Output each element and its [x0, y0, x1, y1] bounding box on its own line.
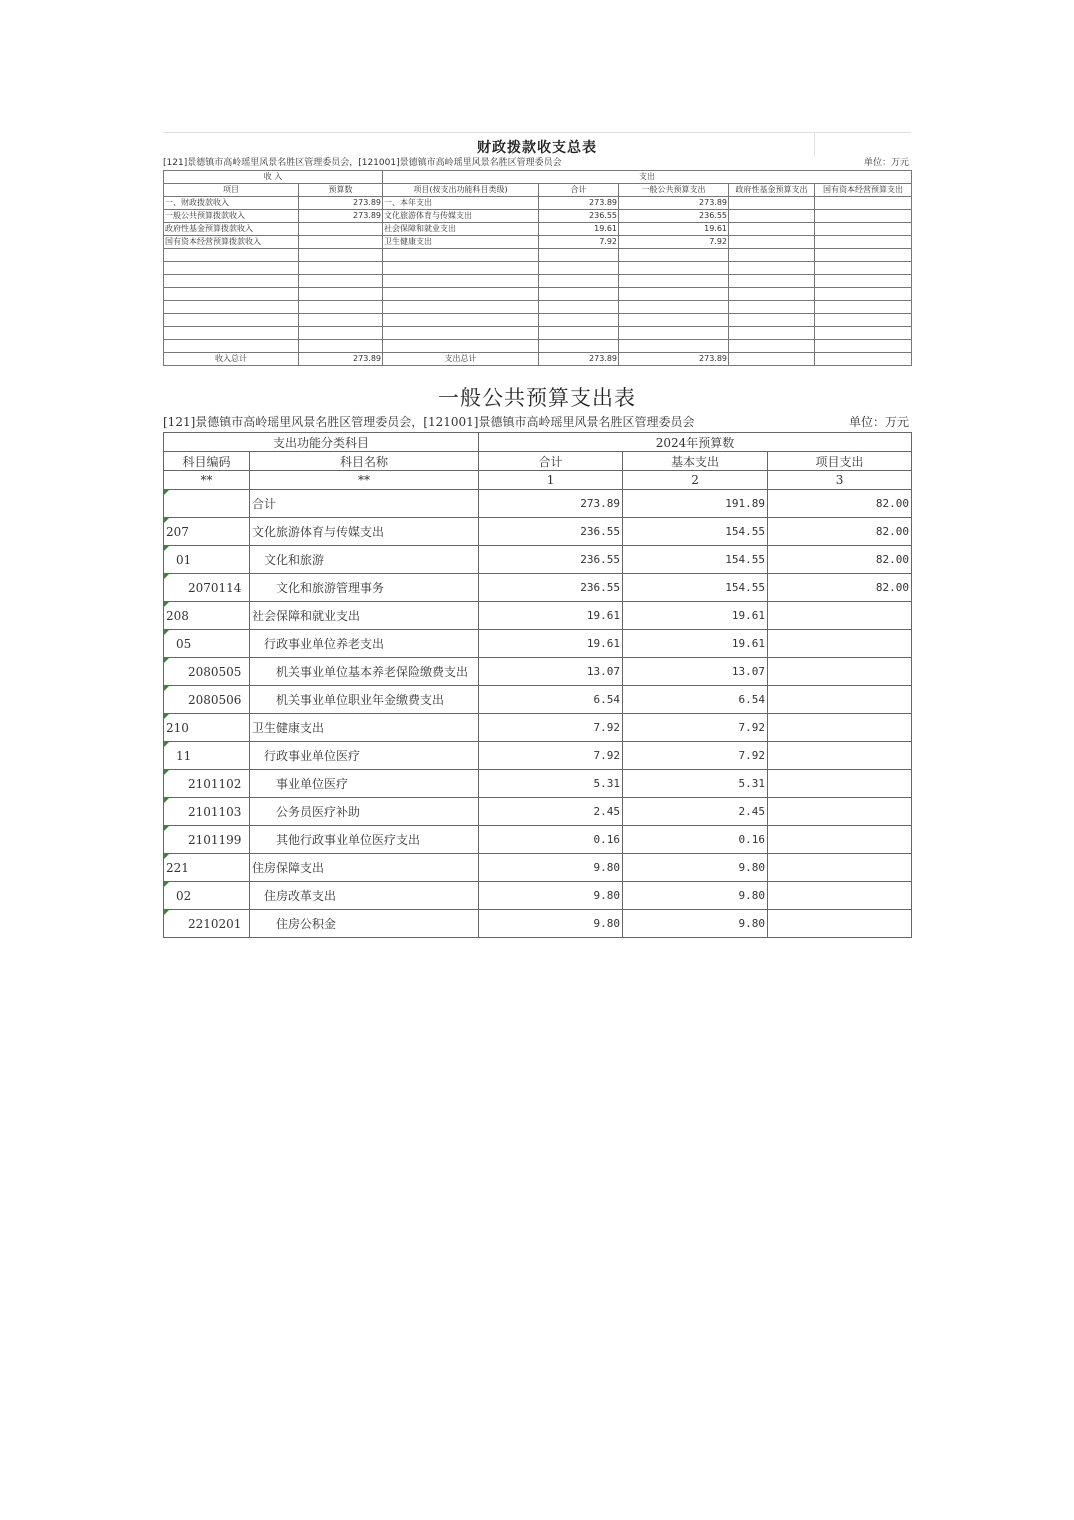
expense-item-total-cell: 支出总计: [383, 353, 539, 366]
income-item-cell: [164, 340, 299, 353]
project-expense-cell: [768, 686, 912, 714]
total-cell: 236.55: [479, 518, 623, 546]
income-budget-cell: [299, 223, 383, 236]
expense-total-cell: [539, 288, 619, 301]
income-budget-cell: [299, 301, 383, 314]
subject-name-cell: 行政事业单位养老支出: [250, 630, 479, 658]
subject-name-cell: 文化旅游体育与传媒支出: [250, 518, 479, 546]
total-cell: 19.61: [479, 602, 623, 630]
income-item-cell: [164, 301, 299, 314]
state-capital-cell: [815, 210, 912, 223]
gov-fund-cell: [729, 197, 815, 210]
expense-item-cell: [383, 340, 539, 353]
subject-code-cell: 2101199: [164, 826, 250, 854]
table-row: [164, 210, 912, 223]
table-row: [164, 546, 912, 574]
income-item-cell: [164, 314, 299, 327]
general-budget-cell: 236.55: [619, 210, 729, 223]
col-header-basic: 基本支出: [623, 452, 768, 471]
subject-name-cell: 住房保障支出: [250, 854, 479, 882]
group-header-budget-year: 2024年预算数: [479, 433, 912, 452]
table-row: [164, 798, 912, 826]
subject-code-cell: 05: [164, 630, 250, 658]
table-row: [164, 574, 912, 602]
subject-name-cell: 社会保障和就业支出: [250, 602, 479, 630]
subject-code-cell: 210: [164, 714, 250, 742]
subject-code-cell: 2101103: [164, 798, 250, 826]
expense-item-cell: 社会保障和就业支出: [383, 223, 539, 236]
expense-item-cell: [383, 249, 539, 262]
basic-expense-cell: 9.80: [623, 910, 768, 938]
project-expense-cell: [768, 602, 912, 630]
table-row: [164, 314, 912, 327]
project-expense-cell: [768, 630, 912, 658]
subject-code-cell: 221: [164, 854, 250, 882]
total-cell: 13.07: [479, 658, 623, 686]
expense-total-cell: [539, 275, 619, 288]
table-row: [164, 249, 912, 262]
expense-total-cell: 19.61: [539, 223, 619, 236]
col-header-project: 项目支出: [768, 452, 912, 471]
income-item-cell: 一般公共预算拨款收入: [164, 210, 299, 223]
general-budget-cell: [619, 301, 729, 314]
subject-name-cell: 其他行政事业单位医疗支出: [250, 826, 479, 854]
index-cell: 3: [768, 471, 912, 490]
expense-total-cell: [539, 314, 619, 327]
subject-code-cell: 01: [164, 546, 250, 574]
fiscal-summary-table: [163, 132, 911, 366]
gov-fund-cell: [729, 327, 815, 340]
subject-code-cell: 2070114: [164, 574, 250, 602]
expense-item-cell: 卫生健康支出: [383, 236, 539, 249]
general-budget-grid: [163, 432, 912, 938]
expense-total-total-cell: 273.89: [539, 353, 619, 366]
col-header-budget: 预算数: [299, 184, 383, 197]
income-budget-cell: [299, 236, 383, 249]
income-item-cell: [164, 262, 299, 275]
general-budget-cell: [619, 340, 729, 353]
gov-fund-total-cell: [729, 353, 815, 366]
fiscal-summary-title-bar: [163, 132, 911, 157]
total-cell: 5.31: [479, 770, 623, 798]
expense-total-cell: [539, 340, 619, 353]
table-row: [164, 910, 912, 938]
total-cell: 0.16: [479, 826, 623, 854]
state-capital-cell: [815, 262, 912, 275]
subject-code-cell: 2101102: [164, 770, 250, 798]
subject-code-cell: 207: [164, 518, 250, 546]
col-header-gov-fund: 政府性基金预算支出: [729, 184, 815, 197]
project-expense-cell: 82.00: [768, 546, 912, 574]
subject-name-cell: 文化和旅游: [250, 546, 479, 574]
expense-total-cell: [539, 327, 619, 340]
table-row: [164, 275, 912, 288]
index-cell: 2: [623, 471, 768, 490]
column-header-row: [164, 452, 912, 471]
project-expense-cell: [768, 910, 912, 938]
income-item-cell: 国有资本经营预算拨款收入: [164, 236, 299, 249]
income-item-cell: [164, 275, 299, 288]
state-capital-cell: [815, 197, 912, 210]
expense-section-header: 支出: [383, 171, 912, 184]
income-budget-cell: [299, 314, 383, 327]
basic-expense-cell: 7.92: [623, 714, 768, 742]
total-row: [164, 353, 912, 366]
subject-name-cell: 机关事业单位基本养老保险缴费支出: [250, 658, 479, 686]
expense-item-cell: [383, 288, 539, 301]
col-header-name: 科目名称: [250, 452, 479, 471]
fiscal-summary-subheader: [163, 157, 911, 170]
general-budget-cell: [619, 275, 729, 288]
subject-name-cell: 卫生健康支出: [250, 714, 479, 742]
basic-expense-cell: 154.55: [623, 574, 768, 602]
subject-name-cell: 住房改革支出: [250, 882, 479, 910]
expense-total-cell: 236.55: [539, 210, 619, 223]
index-cell: 1: [479, 471, 623, 490]
expense-total-cell: 273.89: [539, 197, 619, 210]
general-budget-cell: [619, 314, 729, 327]
subject-name-cell: 事业单位医疗: [250, 770, 479, 798]
subject-name-cell: 文化和旅游管理事务: [250, 574, 479, 602]
subject-code-cell: 02: [164, 882, 250, 910]
group-header-row: [164, 433, 912, 452]
income-item-total-cell: 收入总计: [164, 353, 299, 366]
income-item-cell: [164, 327, 299, 340]
group-header-classification: 支出功能分类科目: [164, 433, 479, 452]
state-capital-cell: [815, 236, 912, 249]
state-capital-cell: [815, 275, 912, 288]
income-section-header: 收 入: [164, 171, 383, 184]
gov-fund-cell: [729, 275, 815, 288]
project-expense-cell: [768, 882, 912, 910]
income-item-cell: [164, 288, 299, 301]
income-budget-cell: [299, 249, 383, 262]
expense-total-cell: [539, 249, 619, 262]
table-row: [164, 770, 912, 798]
project-expense-cell: 82.00: [768, 574, 912, 602]
expense-total-cell: [539, 301, 619, 314]
organization-name: [121]景德镇市高岭瑶里风景名胜区管理委员会，[121001]景德镇市高岭瑶里风景名胜区管理委员会: [163, 158, 562, 168]
unit-label: 单位：万元: [848, 415, 909, 429]
unit-label: 单位：万元: [863, 158, 909, 168]
subject-code-cell: 11: [164, 742, 250, 770]
table-row: [164, 262, 912, 275]
subject-code-cell: 2080505: [164, 658, 250, 686]
total-cell: 6.54: [479, 686, 623, 714]
fiscal-summary-title: 财政拨款收支总表: [477, 140, 597, 156]
general-budget-cell: 19.61: [619, 223, 729, 236]
project-expense-cell: 82.00: [768, 490, 912, 518]
income-budget-cell: 273.89: [299, 210, 383, 223]
income-budget-cell: [299, 275, 383, 288]
general-budget-cell: 273.89: [619, 197, 729, 210]
gov-fund-cell: [729, 249, 815, 262]
general-budget-cell: [619, 327, 729, 340]
title-divider: [814, 133, 815, 157]
table-row: [164, 882, 912, 910]
fiscal-summary-grid: [163, 170, 912, 366]
total-cell: 2.45: [479, 798, 623, 826]
index-cell: **: [164, 471, 250, 490]
general-budget-subheader: [163, 412, 911, 432]
gov-fund-cell: [729, 301, 815, 314]
state-capital-cell: [815, 223, 912, 236]
state-capital-cell: [815, 288, 912, 301]
basic-expense-cell: 2.45: [623, 798, 768, 826]
project-expense-cell: 82.00: [768, 518, 912, 546]
basic-expense-cell: 0.16: [623, 826, 768, 854]
general-budget-title: 一般公共预算支出表: [438, 386, 636, 410]
subject-name-cell: 住房公积金: [250, 910, 479, 938]
total-cell: 7.92: [479, 714, 623, 742]
total-cell: 9.80: [479, 882, 623, 910]
table-row: [164, 714, 912, 742]
col-header-expense-item: 项目(按支出功能科目类级): [383, 184, 539, 197]
project-expense-cell: [768, 742, 912, 770]
col-header-code: 科目编码: [164, 452, 250, 471]
state-capital-cell: [815, 327, 912, 340]
basic-expense-cell: 191.89: [623, 490, 768, 518]
col-header-item: 项目: [164, 184, 299, 197]
project-expense-cell: [768, 826, 912, 854]
income-budget-cell: [299, 327, 383, 340]
state-capital-total-cell: [815, 353, 912, 366]
total-cell: 273.89: [479, 490, 623, 518]
state-capital-cell: [815, 301, 912, 314]
income-budget-total-cell: 273.89: [299, 353, 383, 366]
project-expense-cell: [768, 798, 912, 826]
gov-fund-cell: [729, 314, 815, 327]
total-cell: 19.61: [479, 630, 623, 658]
state-capital-cell: [815, 249, 912, 262]
table-row: [164, 602, 912, 630]
basic-expense-cell: 9.80: [623, 854, 768, 882]
basic-expense-cell: 5.31: [623, 770, 768, 798]
subject-code-cell: 2210201: [164, 910, 250, 938]
expense-item-cell: 一、本年支出: [383, 197, 539, 210]
expense-item-cell: [383, 262, 539, 275]
income-budget-cell: [299, 340, 383, 353]
basic-expense-cell: 154.55: [623, 518, 768, 546]
col-header-state-capital: 国有资本经营预算支出: [815, 184, 912, 197]
expense-item-cell: [383, 314, 539, 327]
project-expense-cell: [768, 854, 912, 882]
gov-fund-cell: [729, 223, 815, 236]
subject-code-cell: [164, 490, 250, 518]
table-row: [164, 223, 912, 236]
table-row: [164, 742, 912, 770]
table-row: [164, 197, 912, 210]
subject-code-cell: 2080506: [164, 686, 250, 714]
col-header-general-budget: 一般公共预算支出: [619, 184, 729, 197]
general-budget-cell: [619, 262, 729, 275]
basic-expense-cell: 7.92: [623, 742, 768, 770]
table-row: [164, 826, 912, 854]
income-item-cell: [164, 249, 299, 262]
income-item-cell: 政府性基金预算拨款收入: [164, 223, 299, 236]
basic-expense-cell: 19.61: [623, 630, 768, 658]
gov-fund-cell: [729, 236, 815, 249]
basic-expense-cell: 19.61: [623, 602, 768, 630]
table-row: [164, 630, 912, 658]
project-expense-cell: [768, 714, 912, 742]
income-item-cell: 一、财政拨款收入: [164, 197, 299, 210]
general-budget-total-cell: 273.89: [619, 353, 729, 366]
index-row: [164, 471, 912, 490]
table-row: [164, 236, 912, 249]
basic-expense-cell: 13.07: [623, 658, 768, 686]
state-capital-cell: [815, 340, 912, 353]
project-expense-cell: [768, 770, 912, 798]
general-budget-cell: [619, 249, 729, 262]
basic-expense-cell: 9.80: [623, 882, 768, 910]
income-budget-cell: 273.89: [299, 197, 383, 210]
table-row: [164, 340, 912, 353]
gov-fund-cell: [729, 210, 815, 223]
table-row: [164, 327, 912, 340]
column-header-row: [164, 184, 912, 197]
subject-name-cell: 行政事业单位医疗: [250, 742, 479, 770]
gov-fund-cell: [729, 288, 815, 301]
total-cell: 236.55: [479, 546, 623, 574]
table-row: [164, 658, 912, 686]
table-row: [164, 518, 912, 546]
expense-total-cell: [539, 262, 619, 275]
expense-item-cell: 文化旅游体育与传媒支出: [383, 210, 539, 223]
gov-fund-cell: [729, 340, 815, 353]
organization-name: [121]景德镇市高岭瑶里风景名胜区管理委员会，[121001]景德镇市高岭瑶里风景名胜区管理委员会: [163, 415, 695, 429]
total-cell: 236.55: [479, 574, 623, 602]
subject-code-cell: 208: [164, 602, 250, 630]
subject-name-cell: 公务员医疗补助: [250, 798, 479, 826]
total-cell: 7.92: [479, 742, 623, 770]
income-budget-cell: [299, 288, 383, 301]
expense-item-cell: [383, 301, 539, 314]
table-row: [164, 288, 912, 301]
expense-item-cell: [383, 327, 539, 340]
project-expense-cell: [768, 658, 912, 686]
state-capital-cell: [815, 314, 912, 327]
index-cell: **: [250, 471, 479, 490]
subject-name-cell: 合计: [250, 490, 479, 518]
col-header-total: 合计: [539, 184, 619, 197]
table-row: [164, 301, 912, 314]
table-row: [164, 854, 912, 882]
table-row: [164, 490, 912, 518]
subject-name-cell: 机关事业单位职业年金缴费支出: [250, 686, 479, 714]
col-header-total: 合计: [479, 452, 623, 471]
basic-expense-cell: 154.55: [623, 546, 768, 574]
gov-fund-cell: [729, 262, 815, 275]
total-cell: 9.80: [479, 854, 623, 882]
basic-expense-cell: 6.54: [623, 686, 768, 714]
expense-total-cell: 7.92: [539, 236, 619, 249]
general-budget-cell: 7.92: [619, 236, 729, 249]
expense-item-cell: [383, 275, 539, 288]
table-row: [164, 686, 912, 714]
total-cell: 9.80: [479, 910, 623, 938]
income-budget-cell: [299, 262, 383, 275]
general-budget-expense-table: [163, 384, 911, 938]
general-budget-cell: [619, 288, 729, 301]
